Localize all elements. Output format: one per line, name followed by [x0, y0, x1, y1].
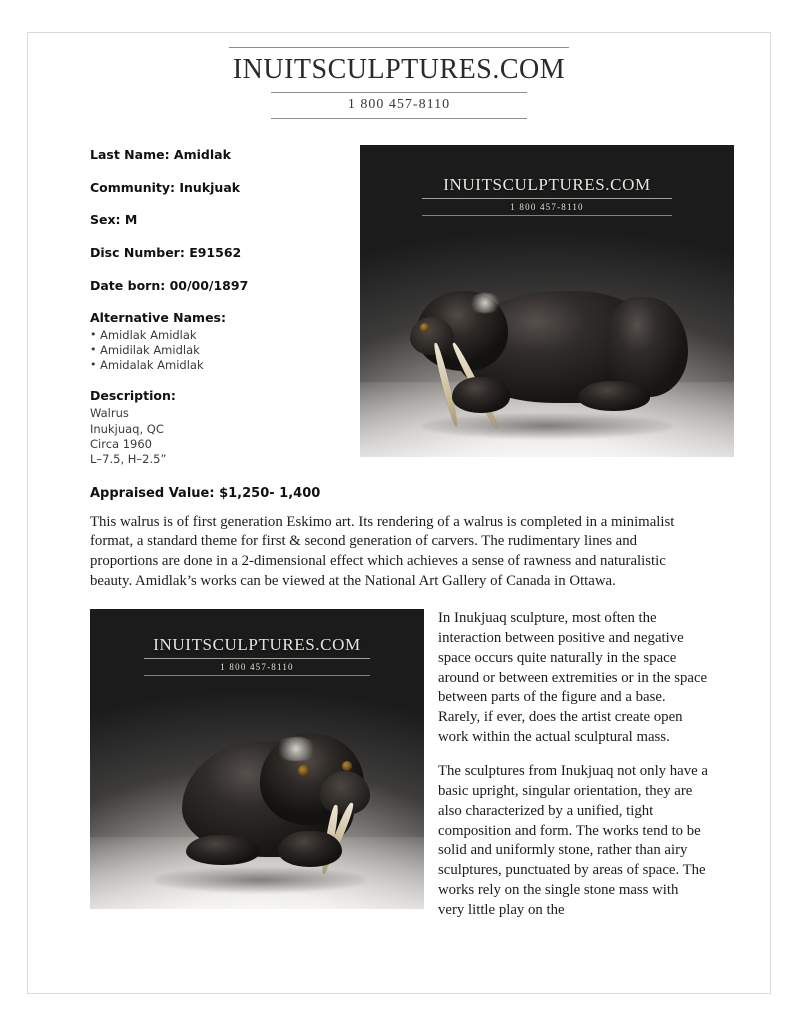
document-sheet	[27, 32, 771, 994]
artist-community: Community: Inukjuak	[90, 179, 241, 195]
watermark-rule-top	[422, 198, 672, 199]
artist-summary-section	[60, 145, 738, 467]
watermark-brand: INUITSCULPTURES.COM	[153, 635, 361, 655]
list-item: Inukjuaq, QC	[90, 421, 164, 436]
watermark-brand: INUITSCULPTURES.COM	[443, 175, 651, 195]
photo-watermark	[360, 175, 734, 216]
description-label: Description:	[90, 388, 176, 404]
artist-sex: Sex: M	[90, 212, 138, 228]
alternative-names-list	[90, 328, 360, 372]
watermark-phone: 1 800 457-8110	[220, 662, 294, 673]
alternative-names-label: Alternative Names:	[90, 310, 226, 326]
site-title: INUITSCULPTURES.COM	[232, 54, 566, 85]
masthead	[60, 33, 738, 119]
paragraph-two: In Inukjuaq sculpture, most often the interaction between positive and negative space occurs quite naturally in the space around or between extremities or in the space between parts of the figure and a base. Rarely, if ever, does the artist create open work within the actual sculptural mass.	[438, 610, 708, 745]
appraised-value: Appraised Value: $1,250- 1,400	[90, 485, 321, 501]
bottom-section	[60, 609, 738, 935]
sculpture-photo-top	[360, 145, 734, 457]
artist-disc-number: Disc Number: E91562	[90, 245, 242, 261]
sculpture-rear-flipper	[578, 381, 650, 411]
sculpture-muzzle	[410, 317, 454, 355]
list-item: • Amidilak Amidlak	[90, 343, 360, 358]
list-item: Walrus	[90, 406, 129, 421]
masthead-rule-middle	[271, 92, 527, 93]
photo-watermark	[90, 635, 424, 676]
masthead-rule-top	[229, 47, 569, 48]
watermark-rule-top	[144, 658, 370, 659]
sculpture-shadow	[154, 867, 366, 893]
list-item: • Amidlak Amidlak	[90, 328, 360, 343]
watermark-rule-bottom	[422, 215, 672, 216]
description-list	[90, 406, 360, 467]
artist-date-born: Date born: 00/00/1897	[90, 277, 249, 293]
sculpture-rear-flipper	[186, 835, 260, 865]
paragraph-three: The sculptures from Inukjuaq not only have a basic upright, singular orientation, they are also characterized by a unified, tight composition and form. The works tend to be solid and uniformly stone, rather than airy sculptures, punctuated by areas of space. The works rely on the single stone mass with very little play on the	[438, 763, 708, 918]
watermark-phone: 1 800 457-8110	[510, 202, 584, 213]
sculpture-photo-bottom	[90, 609, 424, 909]
masthead-rule-bottom	[271, 118, 527, 119]
lead-paragraph: This walrus is of first generation Eskimo art. Its rendering of a walrus is completed in a minimalist format, a standard theme for first & second generation of carvers. The rudimentary lines and proportions are done in a 2-dimensional effect which achieves a sense of rawness and naturalistic beauty. Amidlak’s works can be viewed at the National Art Gallery of Canada in Ottawa.	[90, 513, 675, 589]
sculpture-front-flipper	[452, 377, 510, 413]
list-item: Circa 1960	[90, 437, 152, 452]
watermark-rule-bottom	[144, 675, 370, 676]
list-item: • Amidalak Amidlak	[90, 358, 360, 373]
sculpture-shadow	[422, 413, 672, 439]
site-phone: 1 800 457-8110	[347, 97, 451, 113]
sculpture-front-flipper	[278, 831, 342, 867]
list-item: L–7.5, H–2.5”	[90, 452, 167, 467]
artist-last-name: Last Name: Amidlak	[90, 147, 231, 163]
artist-facts	[60, 145, 360, 467]
